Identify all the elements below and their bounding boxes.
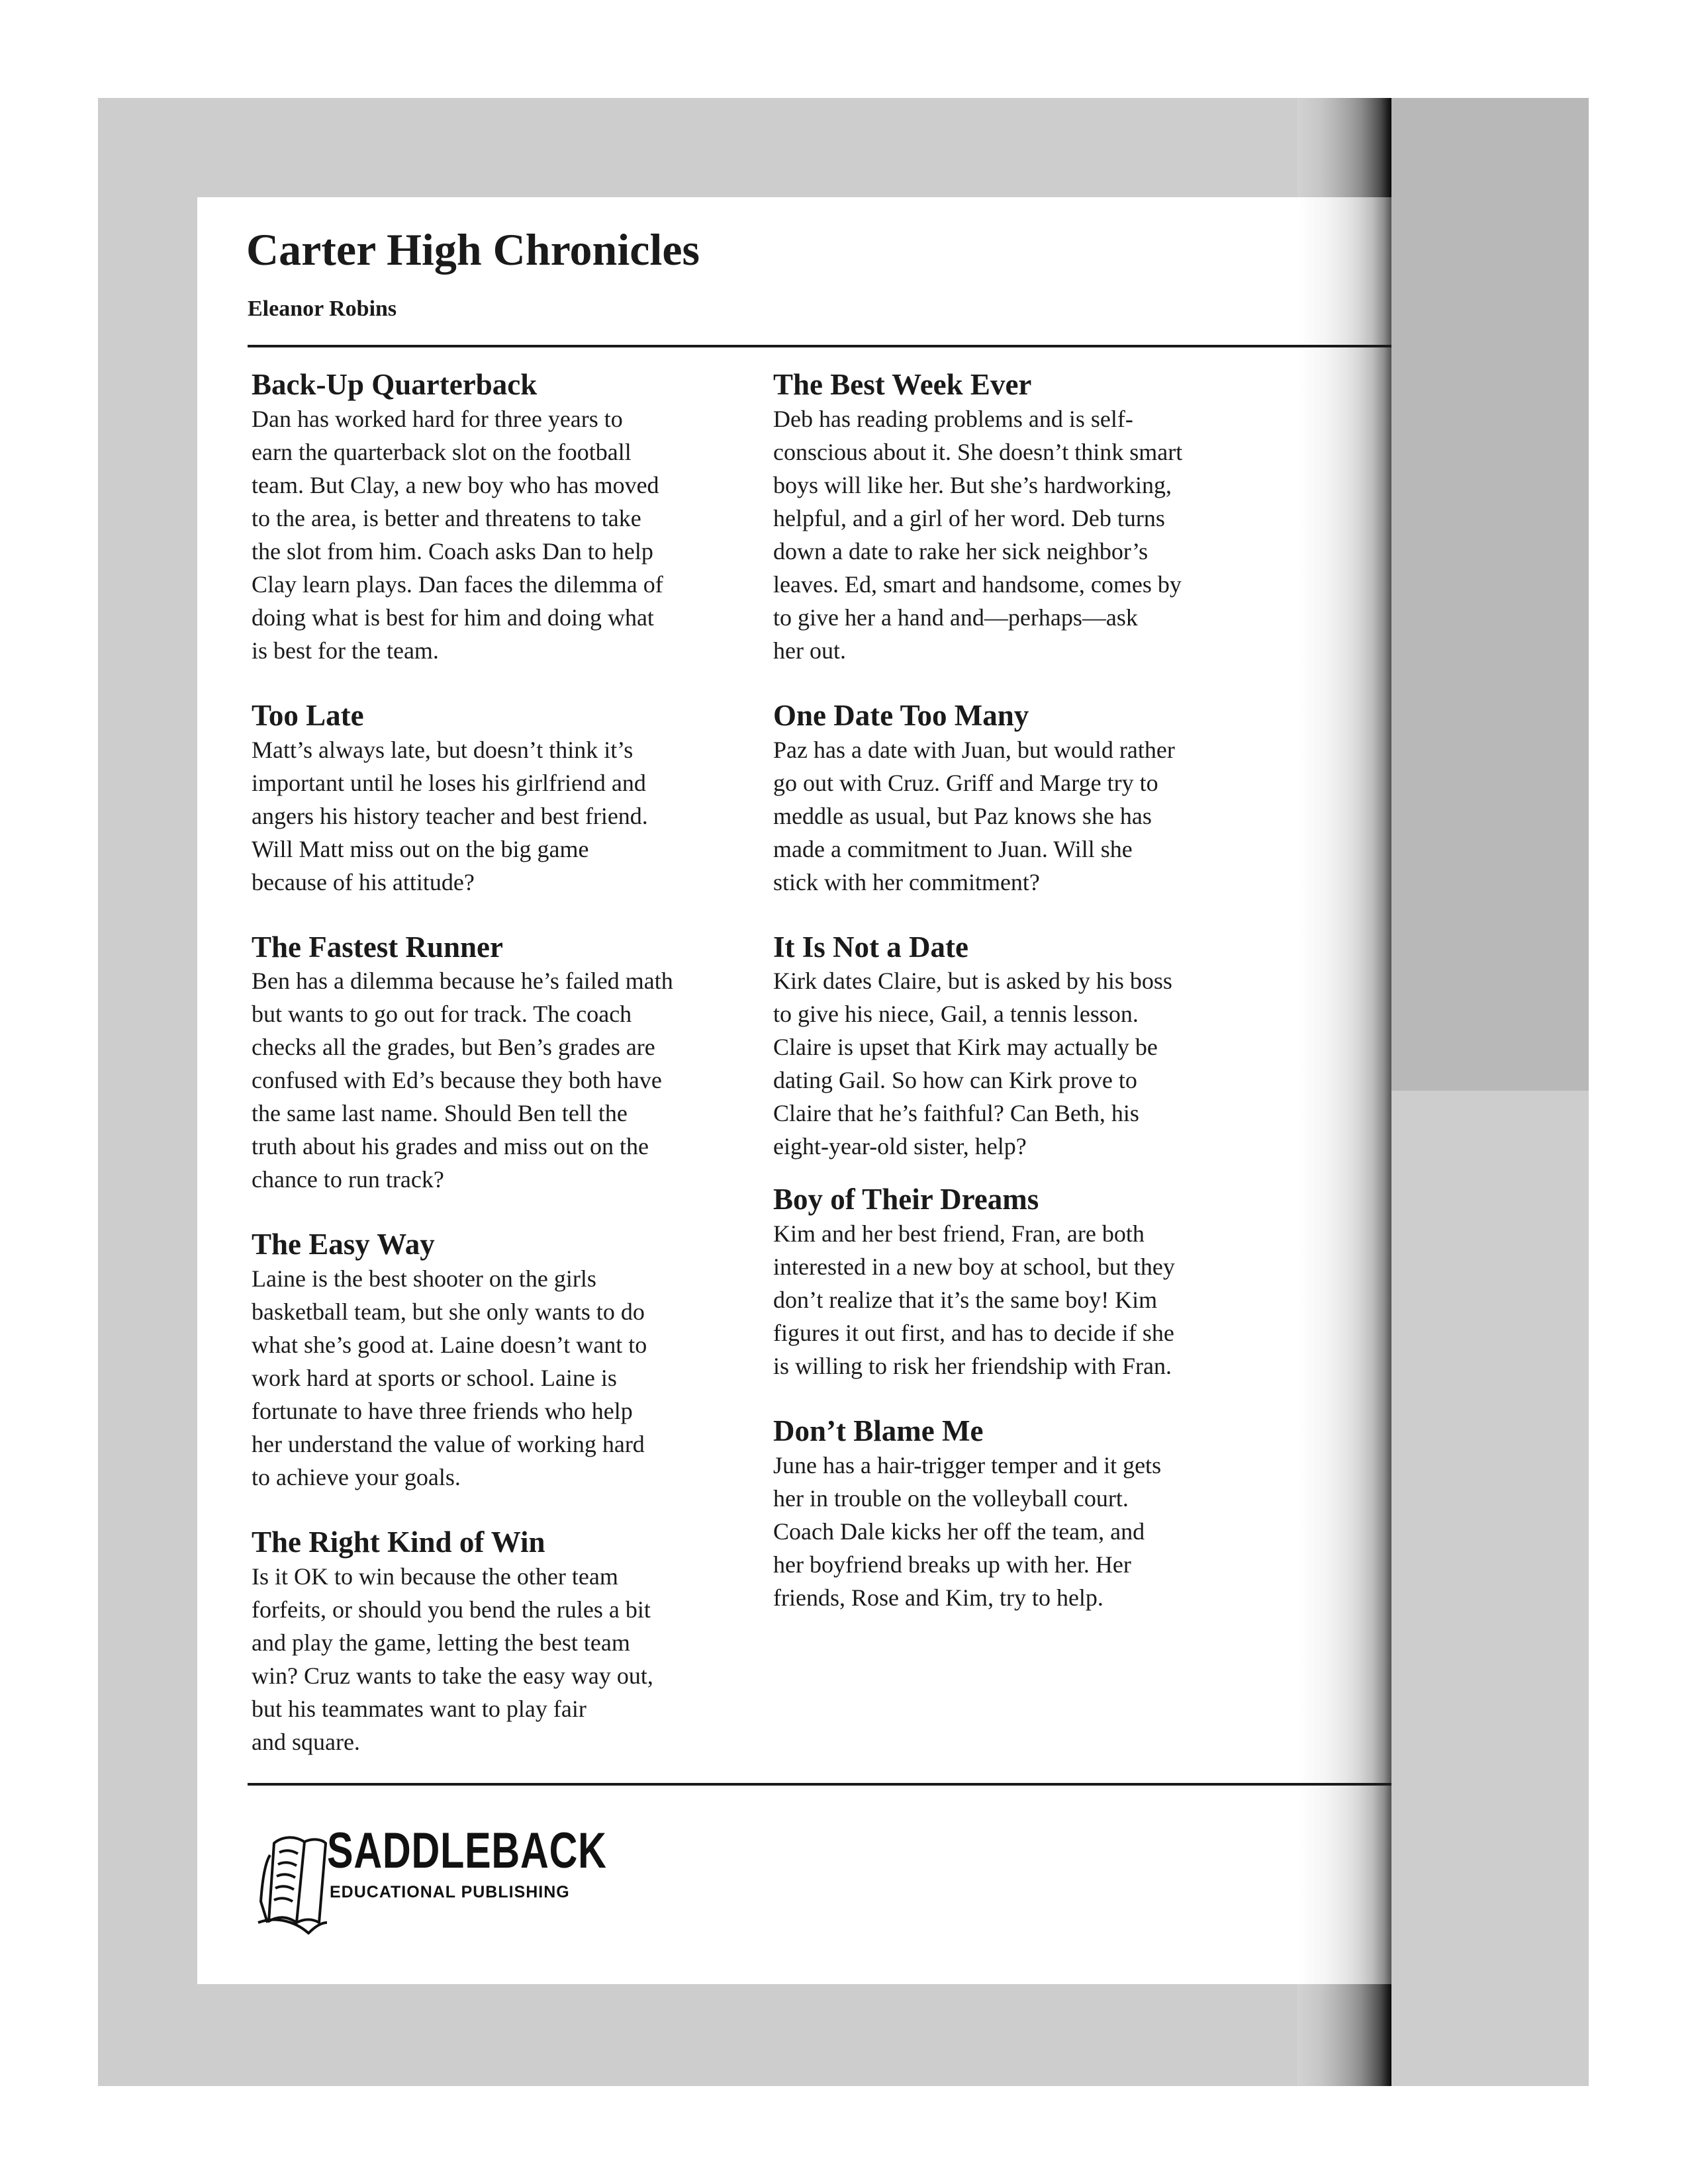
story-description: Paz has a date with Juan, but would rather go out with Cruz. Griff and Marge try to meddle as usual, but Paz knows she has made a commitment to Juan. Will she stick with her commitment?: [773, 736, 1175, 895]
right-column: [773, 368, 1250, 1646]
story-entry: [252, 1228, 728, 1494]
story-title: Too Late: [252, 698, 364, 732]
story-description: June has a hair-trigger temper and it gets her in trouble on the volleyball court. Coach Dale kicks her off the team, and her boyfriend breaks up with her. Her friends, Rose and Kim, try to help.: [773, 1451, 1162, 1611]
story-title: One Date Too Many: [773, 698, 1029, 732]
story-entry: [252, 699, 728, 899]
story-description: Matt’s always late, but doesn’t think it’s important until he loses his girlfriend and angers his history teacher and best friend. Will Matt miss out on the big game because of his attitude?: [252, 736, 648, 895]
story-entry: [773, 368, 1250, 667]
story-entry: [252, 368, 728, 667]
story-description: Is it OK to win because the other team forfeits, or should you bend the rules a bit and play the game, letting the best team win? Cruz wants to take the easy way out, but his teammates want to play fair and square.: [252, 1563, 653, 1755]
story-description: Kim and her best friend, Fran, are both interested in a new boy at school, but they don’t realize that it’s the same boy! Kim figures it out first, and has to decide if she is willing to risk her friendship with Fran.: [773, 1220, 1175, 1379]
story-title: The Best Week Ever: [773, 368, 1032, 401]
story-entry: [773, 931, 1250, 1163]
story-description: Ben has a dilemma because he’s failed math but wants to go out for track. The coach checks all the grades, but Ben’s grades are confused with Ed’s because they both have the same last name. Should Ben tell the truth about his grades and miss out on the chance to run track?: [252, 968, 673, 1193]
story-description: Dan has worked hard for three years to earn the quarterback slot on the football team. But Clay, a new boy who has moved to the area, is better and threatens to take the slot from him. Coach asks Dan to help Clay learn plays. Dan faces the dilemma of doing what is best for him and doing what is best for the team.: [252, 405, 663, 664]
publisher-subtitle: EDUCATIONAL PUBLISHING: [330, 1883, 570, 1901]
story-title: It Is Not a Date: [773, 930, 968, 964]
story-title: The Easy Way: [252, 1228, 435, 1261]
story-description: Laine is the best shooter on the girls basketball team, but she only wants to do what she’s good at. Laine doesn’t want to work hard at sports or school. Laine is fortunate to have three friends who help her understand the value of working hard to achieve your goals.: [252, 1265, 647, 1490]
page-title: Carter High Chronicles: [246, 224, 700, 275]
header-divider: [248, 345, 1391, 347]
side-panel: [1390, 98, 1589, 1091]
footer-divider: [248, 1783, 1391, 1786]
story-entry: [252, 931, 728, 1197]
story-title: Boy of Their Dreams: [773, 1183, 1039, 1216]
story-description: Deb has reading problems and is self- conscious about it. She doesn’t think smart boys will like her. But she’s hardworking, helpful, and a girl of her word. Deb turns down a date to rake her sick neighbor’s leaves. Ed, smart and handsome, comes by to give her a hand and—perhaps—ask her out.: [773, 405, 1183, 664]
publisher-logo: [256, 1817, 626, 1942]
sheet-edge-shadow: [1297, 197, 1391, 1984]
open-book-icon: [256, 1823, 328, 1936]
left-column: [252, 368, 728, 1790]
story-entry: [773, 1183, 1250, 1383]
publisher-name: SADDLEBACK: [327, 1823, 607, 1879]
story-description: Kirk dates Claire, but is asked by his boss to give his niece, Gail, a tennis lesson. Claire is upset that Kirk may actually be dating Gail. So how can Kirk prove to Claire that he’s faithful? Can Beth, his eight-year-old sister, help?: [773, 968, 1172, 1160]
story-entry: [773, 1414, 1250, 1614]
author-name: Eleanor Robins: [248, 296, 397, 321]
story-title: The Right Kind of Win: [252, 1525, 545, 1559]
story-title: Back-Up Quarterback: [252, 368, 538, 401]
story-entry: [773, 699, 1250, 899]
story-title: Don’t Blame Me: [773, 1414, 984, 1447]
story-title: The Fastest Runner: [252, 930, 503, 964]
story-entry: [252, 1525, 728, 1758]
